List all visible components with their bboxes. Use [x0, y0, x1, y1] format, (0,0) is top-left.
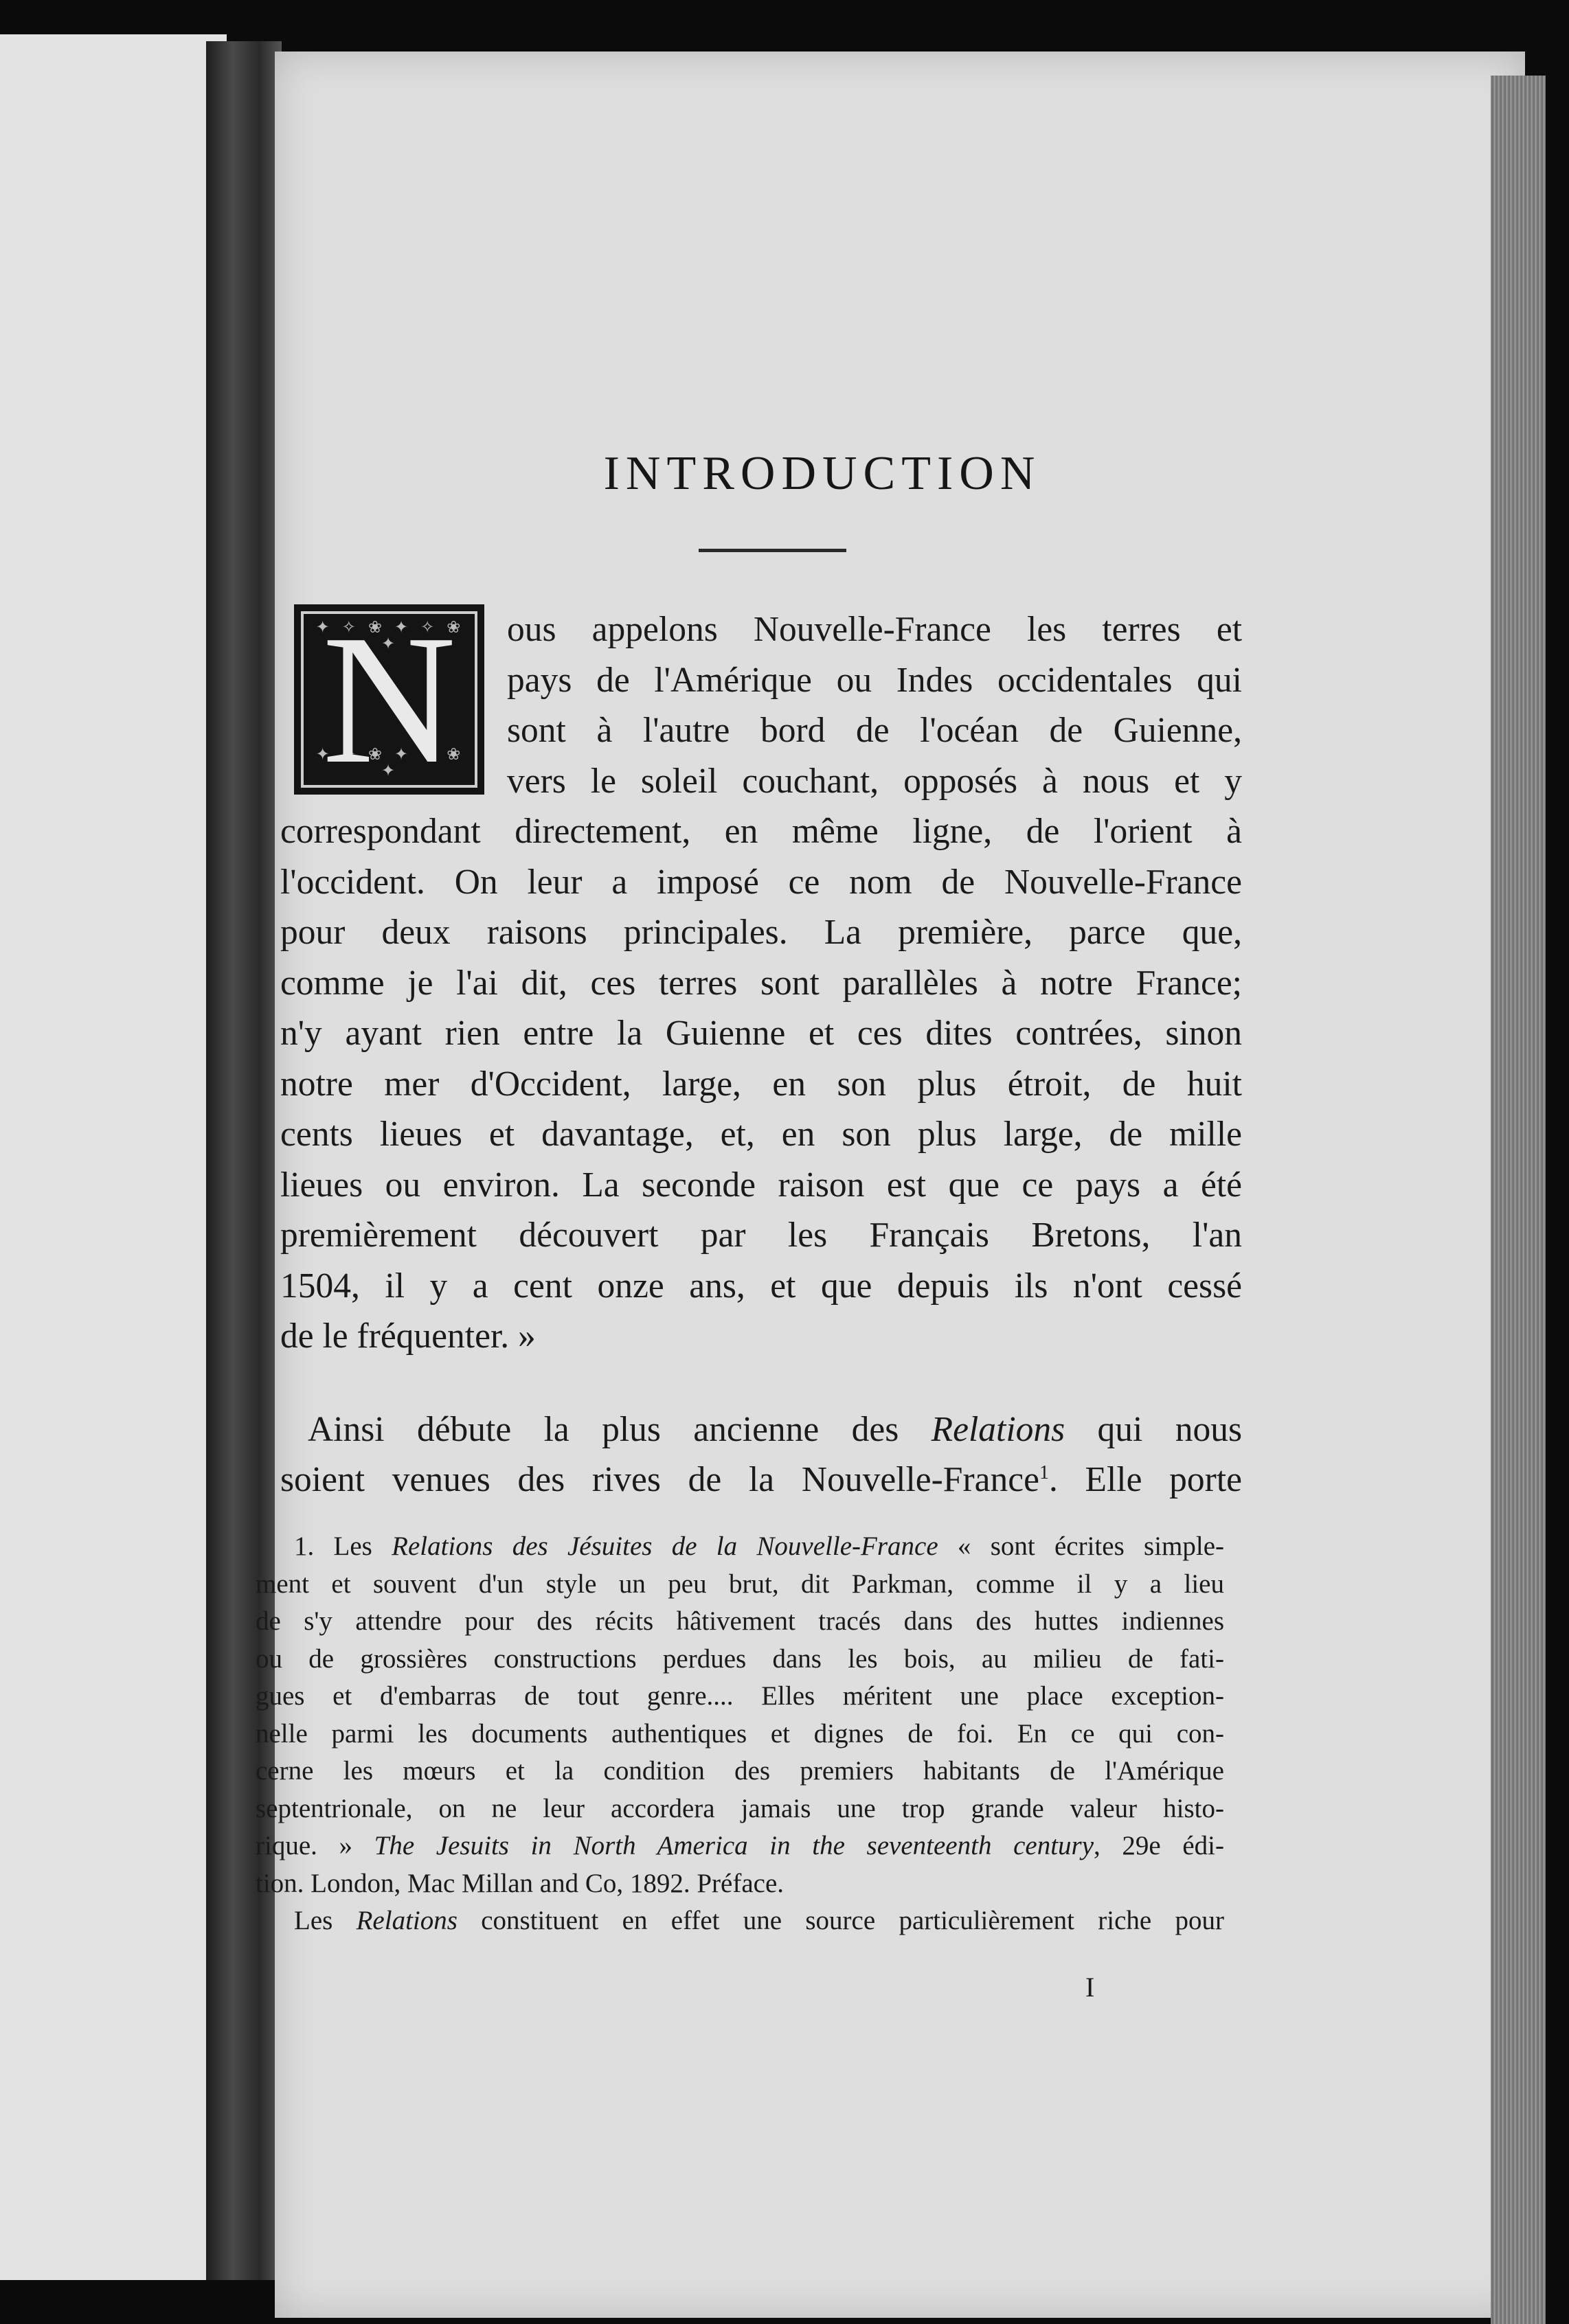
italic-title: Relations	[356, 1906, 458, 1935]
italic-title: Relations	[931, 1409, 1065, 1449]
text-line: l'occident. On leur a imposé ce nom de Nouvelle-France	[280, 862, 1242, 902]
text-run: , 29e édi-	[1094, 1831, 1225, 1860]
text-line: lieues ou environ. La seconde raison est que ce pays a été	[280, 1165, 1242, 1205]
footnote-line	[256, 1528, 1224, 1566]
text-line: comme je l'ai dit, ces terres sont parallèles à notre France;	[280, 963, 1242, 1003]
italic-title: Relations des Jésuites de la Nouvelle-France	[392, 1531, 938, 1561]
dropcap-ornament	[294, 604, 484, 795]
title-rule	[699, 549, 846, 552]
text-line: pour deux raisons principales. La première, parce que,	[280, 913, 1242, 952]
text-line: pays de l'Amérique ou Indes occidentales qui	[507, 660, 1242, 700]
footnote-line: tion. London, Mac Millan and Co, 1892. Préface.	[256, 1868, 784, 1898]
footnote-line: ment et souvent d'un style un peu brut, dit Parkman, comme il y a lieu	[256, 1569, 1224, 1599]
footnote-line: septentrionale, on ne leur accordera jamais une trop grande valeur histo-	[256, 1793, 1224, 1823]
text-run: constituent en effet une source particulièrement riche pour	[457, 1906, 1224, 1935]
text-line: premièrement découvert par les Français Bretons, l'an	[280, 1216, 1242, 1255]
text-run: Ainsi débute la plus ancienne des	[308, 1409, 932, 1449]
text-run: soient venues des rives de la Nouvelle-France	[280, 1460, 1039, 1499]
text-line	[280, 1404, 1242, 1455]
text-run: 1. Les	[294, 1531, 392, 1561]
footnote-line	[256, 1902, 1224, 1940]
book-gutter	[206, 41, 282, 2280]
text-line: cents lieues et davantage, et, en son plus large, de mille	[280, 1115, 1242, 1154]
text-line: sont à l'autre bord de l'océan de Guienne,	[507, 711, 1242, 750]
page-edge	[1491, 76, 1546, 2324]
footnote-line: cerne les mœurs et la condition des premiers habitants de l'Amérique	[256, 1756, 1224, 1786]
text-line: vers le soleil couchant, opposés à nous et y	[507, 761, 1242, 801]
text-run: . Elle porte	[1048, 1460, 1243, 1499]
text-line: correspondant directement, en même ligne, de l'orient à	[280, 812, 1242, 851]
text-line: notre mer d'Occident, large, en son plus étroit, de huit	[280, 1064, 1242, 1104]
text-run: Les	[294, 1906, 357, 1935]
footnote-line: ou de grossières constructions perdues dans les bois, au milieu de fati-	[256, 1643, 1224, 1674]
text-line: 1504, il y a cent onze ans, et que depuis ils n'ont cessé	[280, 1266, 1242, 1306]
paragraph-2	[280, 1404, 1242, 1505]
footnote-line: de s'y attendre pour des récits hâtivement tracés dans des huttes indiennes	[256, 1606, 1224, 1636]
text-run: qui nous	[1065, 1409, 1242, 1449]
footnote-line: nelle parmi les documents authentiques et dignes de foi. En ce qui con-	[256, 1718, 1224, 1748]
text-line: n'y ayant rien entre la Guienne et ces dites contrées, sinon	[280, 1014, 1242, 1053]
footnote-marker: 1	[1039, 1461, 1049, 1483]
page-title: INTRODUCTION	[603, 447, 1041, 500]
footnote-line: gues et d'embarras de tout genre.... Elles méritent une place exception-	[256, 1681, 1224, 1711]
text-run: « sont écrites simple-	[938, 1531, 1225, 1561]
dropcap-letter: ✦ ✧ ❀ ✦ ✧ ❀ ✦ N	[322, 604, 456, 795]
left-page	[0, 34, 227, 2280]
text-line	[280, 1455, 1242, 1505]
text-line: de le fréquenter. »	[280, 1317, 536, 1356]
text-run: rique. »	[256, 1831, 374, 1860]
text-line: ous appelons Nouvelle-France les terres et	[507, 610, 1242, 649]
italic-title: The Jesuits in North America in the seventeenth century	[374, 1831, 1094, 1860]
footnote	[256, 1528, 1224, 1940]
footnote-line	[256, 1827, 1224, 1865]
page-number: I	[1085, 1972, 1095, 2003]
